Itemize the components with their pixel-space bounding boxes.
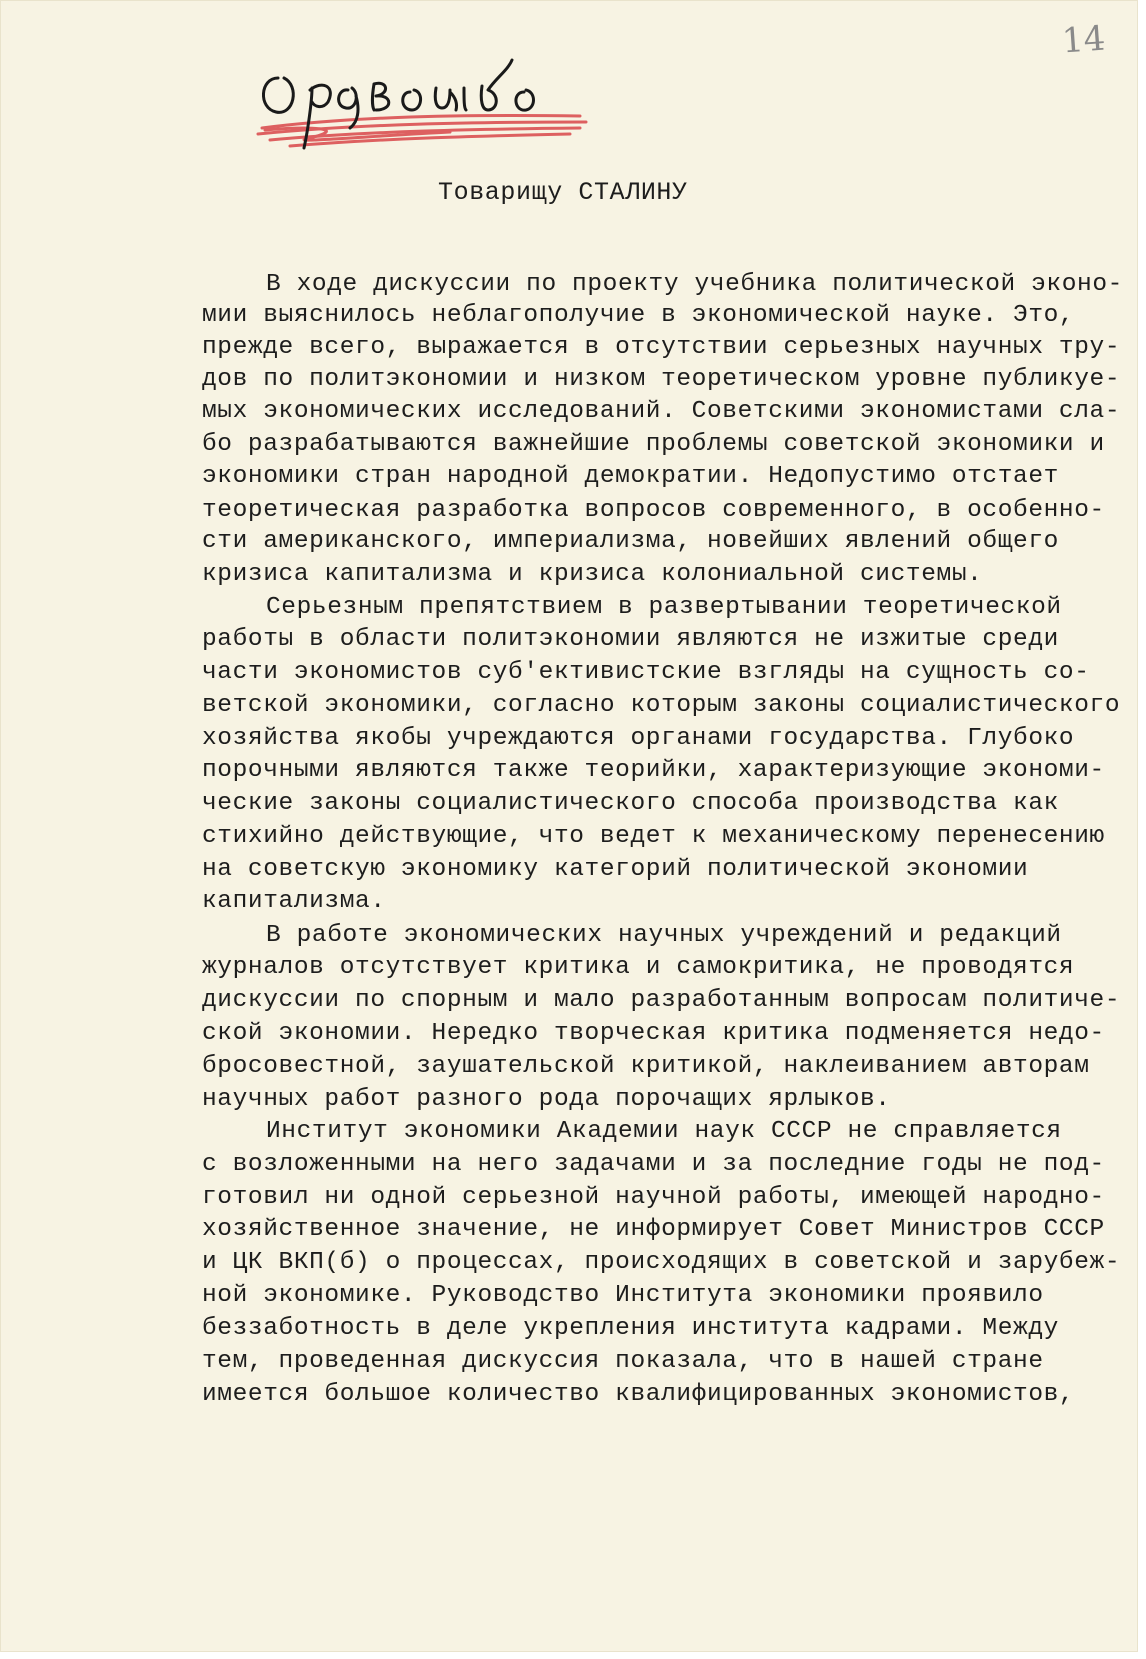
body-line: ветской экономики, согласно которым законы социалистического bbox=[202, 692, 1121, 719]
body-line: Серьезным препятствием в развертывании теоретической bbox=[266, 594, 1062, 621]
body-line: ной экономике. Руководство Института экономики проявило bbox=[202, 1282, 1044, 1309]
body-line: бросовестной, заушательской критикой, наклеиванием авторам bbox=[202, 1053, 1090, 1080]
body-line: теоретическая разработка вопросов современного, в особенно- bbox=[202, 497, 1105, 524]
body-line: ской экономии. Нередко творческая критика подменяется недо- bbox=[202, 1020, 1105, 1047]
body-line: бо разрабатываются важнейшие проблемы советской экономики и bbox=[202, 431, 1105, 458]
body-line: на советскую экономику категорий политической экономии bbox=[202, 856, 1029, 883]
body-line: сти американского, империализма, новейших явлений общего bbox=[202, 528, 1059, 555]
body-line: Институт экономики Академии наук СССР не справляется bbox=[266, 1118, 1062, 1145]
body-line: научных работ разного рода порочащих ярлыков. bbox=[202, 1086, 891, 1113]
body-line: журналов отсутствует критика и самокритика, не проводятся bbox=[202, 954, 1075, 981]
body-line: капитализма. bbox=[202, 888, 386, 915]
body-line: беззаботность в деле укрепления института кадрами. Между bbox=[202, 1315, 1059, 1342]
body-line: экономики стран народной демократии. Недопустимо отстает bbox=[202, 463, 1059, 490]
body-line: имеется большое количество квалифицированных экономистов, bbox=[202, 1381, 1075, 1408]
body-line: готовил ни одной серьезной научной работы, имеющей народно- bbox=[202, 1184, 1105, 1211]
body-line: стихийно действующие, что ведет к механическому перенесению bbox=[202, 823, 1105, 850]
body-line: части экономистов суб'ективистские взгляды на сущность со- bbox=[202, 659, 1090, 686]
body-line: хозяйства якобы учреждаются органами государства. Глубоко bbox=[202, 725, 1075, 752]
body-line: с возложенными на него задачами и за последние годы не под- bbox=[202, 1151, 1105, 1178]
body-line: и ЦК ВКП(б) о процессах, происходящих в советской и зарубеж- bbox=[202, 1249, 1121, 1276]
body-line: дискуссии по спорным и мало разработанным вопросам политиче- bbox=[202, 987, 1121, 1014]
body-line: хозяйственное значение, не информирует Совет Министров СССР bbox=[202, 1216, 1105, 1243]
page-title: Товарищу СТАЛИНУ bbox=[438, 178, 688, 207]
body-line: дов по политэкономии и низком теоретическом уровне публикуе- bbox=[202, 366, 1121, 393]
page-number: 14 bbox=[1060, 18, 1107, 62]
body-line: порочными являются также теорийки, характеризующие экономи- bbox=[202, 757, 1105, 784]
body-line: прежде всего, выражается в отсутствии серьезных научных тру- bbox=[202, 334, 1121, 361]
body-line: В работе экономических научных учреждений и редакций bbox=[266, 922, 1062, 949]
body-line: работы в области политэкономии являются не изжитые среди bbox=[202, 626, 1059, 653]
body-line: ческие законы социалистического способа производства как bbox=[202, 790, 1059, 817]
body-line: тем, проведенная дискуссия показала, что в нашей стране bbox=[202, 1348, 1044, 1375]
body-line: мии выяснилось неблагополучие в экономической науке. Это, bbox=[202, 302, 1075, 329]
body-line: мых экономических исследований. Советскими экономистами сла- bbox=[202, 398, 1121, 425]
body-line: В ходе дискуссии по проекту учебника политической эконо- bbox=[266, 271, 1123, 298]
handwritten-annotation bbox=[250, 30, 630, 160]
body-line: кризиса капитализма и кризиса колониальной системы. bbox=[202, 561, 983, 588]
